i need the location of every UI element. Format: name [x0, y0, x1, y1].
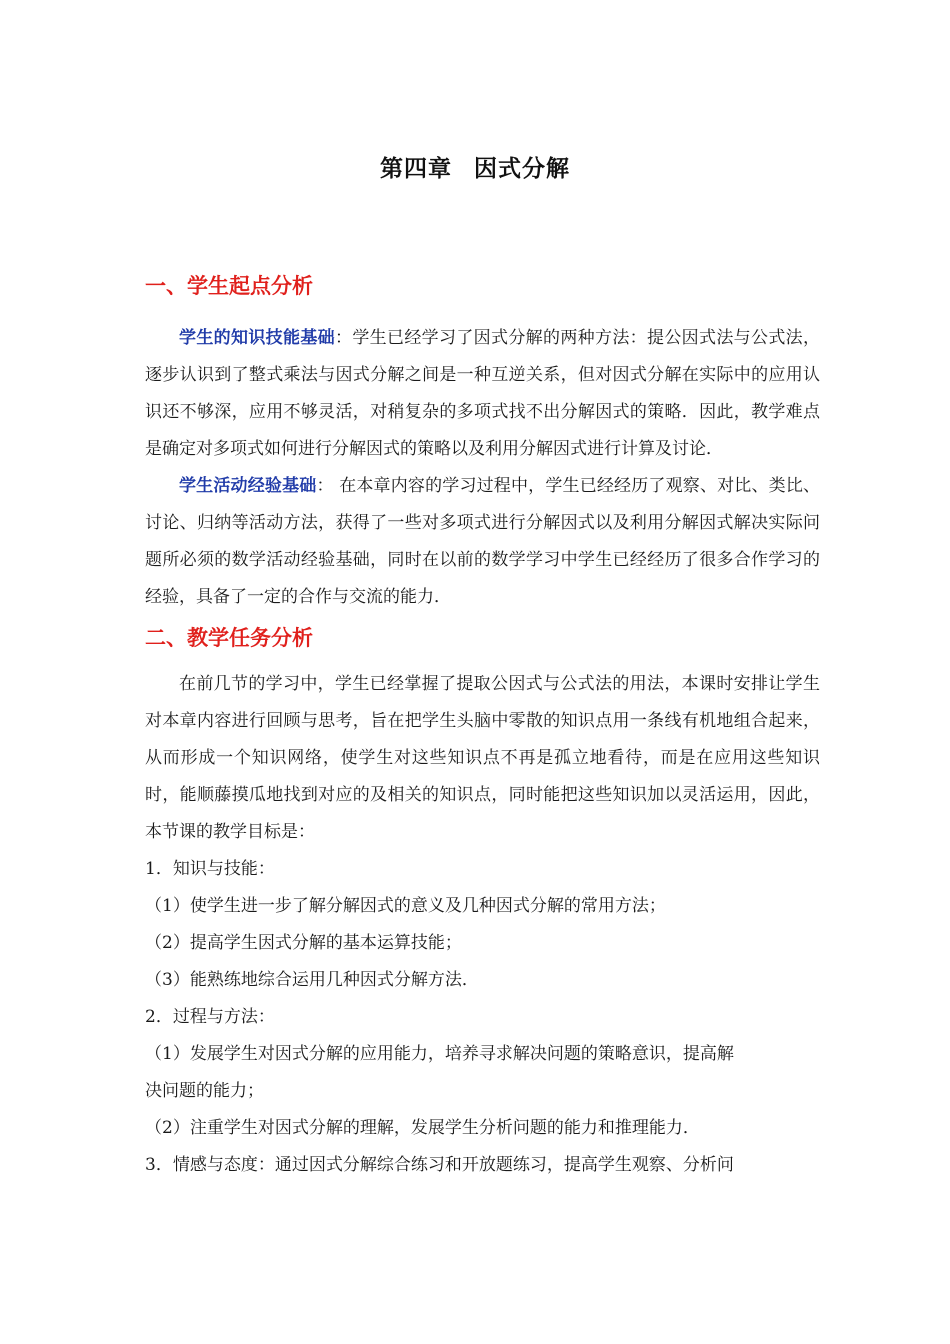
- goal-heading-knowledge: 1．知识与技能：: [145, 859, 275, 879]
- goal-item: （3）能熟练地综合运用几种因式分解方法．: [145, 970, 479, 990]
- paragraph-line: 中学生已经经历了很多合作学习的经验，具备了一定的合作与交流的能力．: [145, 550, 820, 607]
- document-body: [145, 268, 820, 1184]
- section-1-body: [145, 320, 820, 616]
- paragraph-line: 安排让学生对本章内容进行回顾与思考，旨在把学生头脑中零散的知识点用一: [145, 674, 821, 731]
- goal-item: （2）注重学生对因式分解的理解，发展学生分析问题的能力和推理能力．: [145, 1118, 700, 1138]
- activity-experience-paragraph: [145, 468, 820, 616]
- paragraph-line: 用分解因式解决实际问题所必须的数学活动经验基础，同时在以前的数学学习: [145, 513, 821, 570]
- chapter-number: 第四章: [380, 156, 452, 182]
- section-2-body: [145, 666, 820, 1184]
- paragraph-line: ：学生已经学习了因式分解的两种方法：提公因式法: [335, 328, 734, 348]
- section-heading-1: 一、学生起点分析: [145, 274, 313, 298]
- goal-item: [145, 1036, 820, 1110]
- task-intro-paragraph: [145, 666, 820, 851]
- knowledge-skill-paragraph: [145, 320, 820, 468]
- paragraph-line: 分解在实际中的应用认识还不够深，应用不够灵活，对稍复杂的多项式找不出: [145, 365, 821, 422]
- goal-item: （1）使学生进一步了解分解因式的意义及几种因式分解的常用方法；: [145, 896, 666, 916]
- activity-experience-label: 学生活动经验基础: [179, 476, 317, 496]
- paragraph-line: 在前几节的学习中，学生已经掌握了提取公因式与公式法的用法，本课时: [179, 674, 734, 694]
- goal-item: （2）提高学生因式分解的基本运算技能；: [145, 933, 462, 953]
- paragraph-line: 与公式法，逐步认识到了整式乘法与因式分解之间是一种互逆关系，但对因式: [145, 328, 821, 385]
- knowledge-skill-label: 学生的知识技能基础: [179, 328, 335, 348]
- paragraph-line: 同时能把这些知识加以灵活运用，因此，本节课的教学目标是：: [145, 785, 821, 842]
- paragraph-line: 条线有机地组合起来，从而形成一个知识网络，使学生对这些知识点不再是孤: [145, 711, 821, 768]
- paragraph-line: 立地看待，而是在应用这些知识时，能顺藤摸瓜地找到对应的及相关的知识点，: [145, 748, 821, 805]
- goal-item-text: 决问题的能力；: [145, 1081, 264, 1101]
- goal-heading-attitude: 3．情感与态度：通过因式分解综合练习和开放题练习，提高学生观察、分析问: [145, 1155, 734, 1175]
- paragraph-line: 及利用分解因式进行计算及讨论．: [468, 439, 723, 459]
- goal-heading-process: 2．过程与方法：: [145, 1007, 275, 1027]
- section-heading-2: 二、教学任务分析: [145, 626, 313, 650]
- chapter-name: 因式分解: [474, 156, 570, 182]
- page-title: [0, 150, 950, 183]
- goal-item-text: （1）发展学生对因式分解的应用能力，培养寻求解决问题的策略意识，提高解: [145, 1044, 734, 1064]
- paragraph-line: 比、类比、讨论、归纳等活动方法，获得了一些对多项式进行分解因式以及利: [145, 476, 821, 533]
- paragraph-line: ： 在本章内容的学习过程中，学生已经经历了观察、对: [316, 476, 735, 496]
- paragraph-line: 分解因式的策略．因此，教学难点是确定对多项式如何进行分解因式的策略以: [145, 402, 820, 459]
